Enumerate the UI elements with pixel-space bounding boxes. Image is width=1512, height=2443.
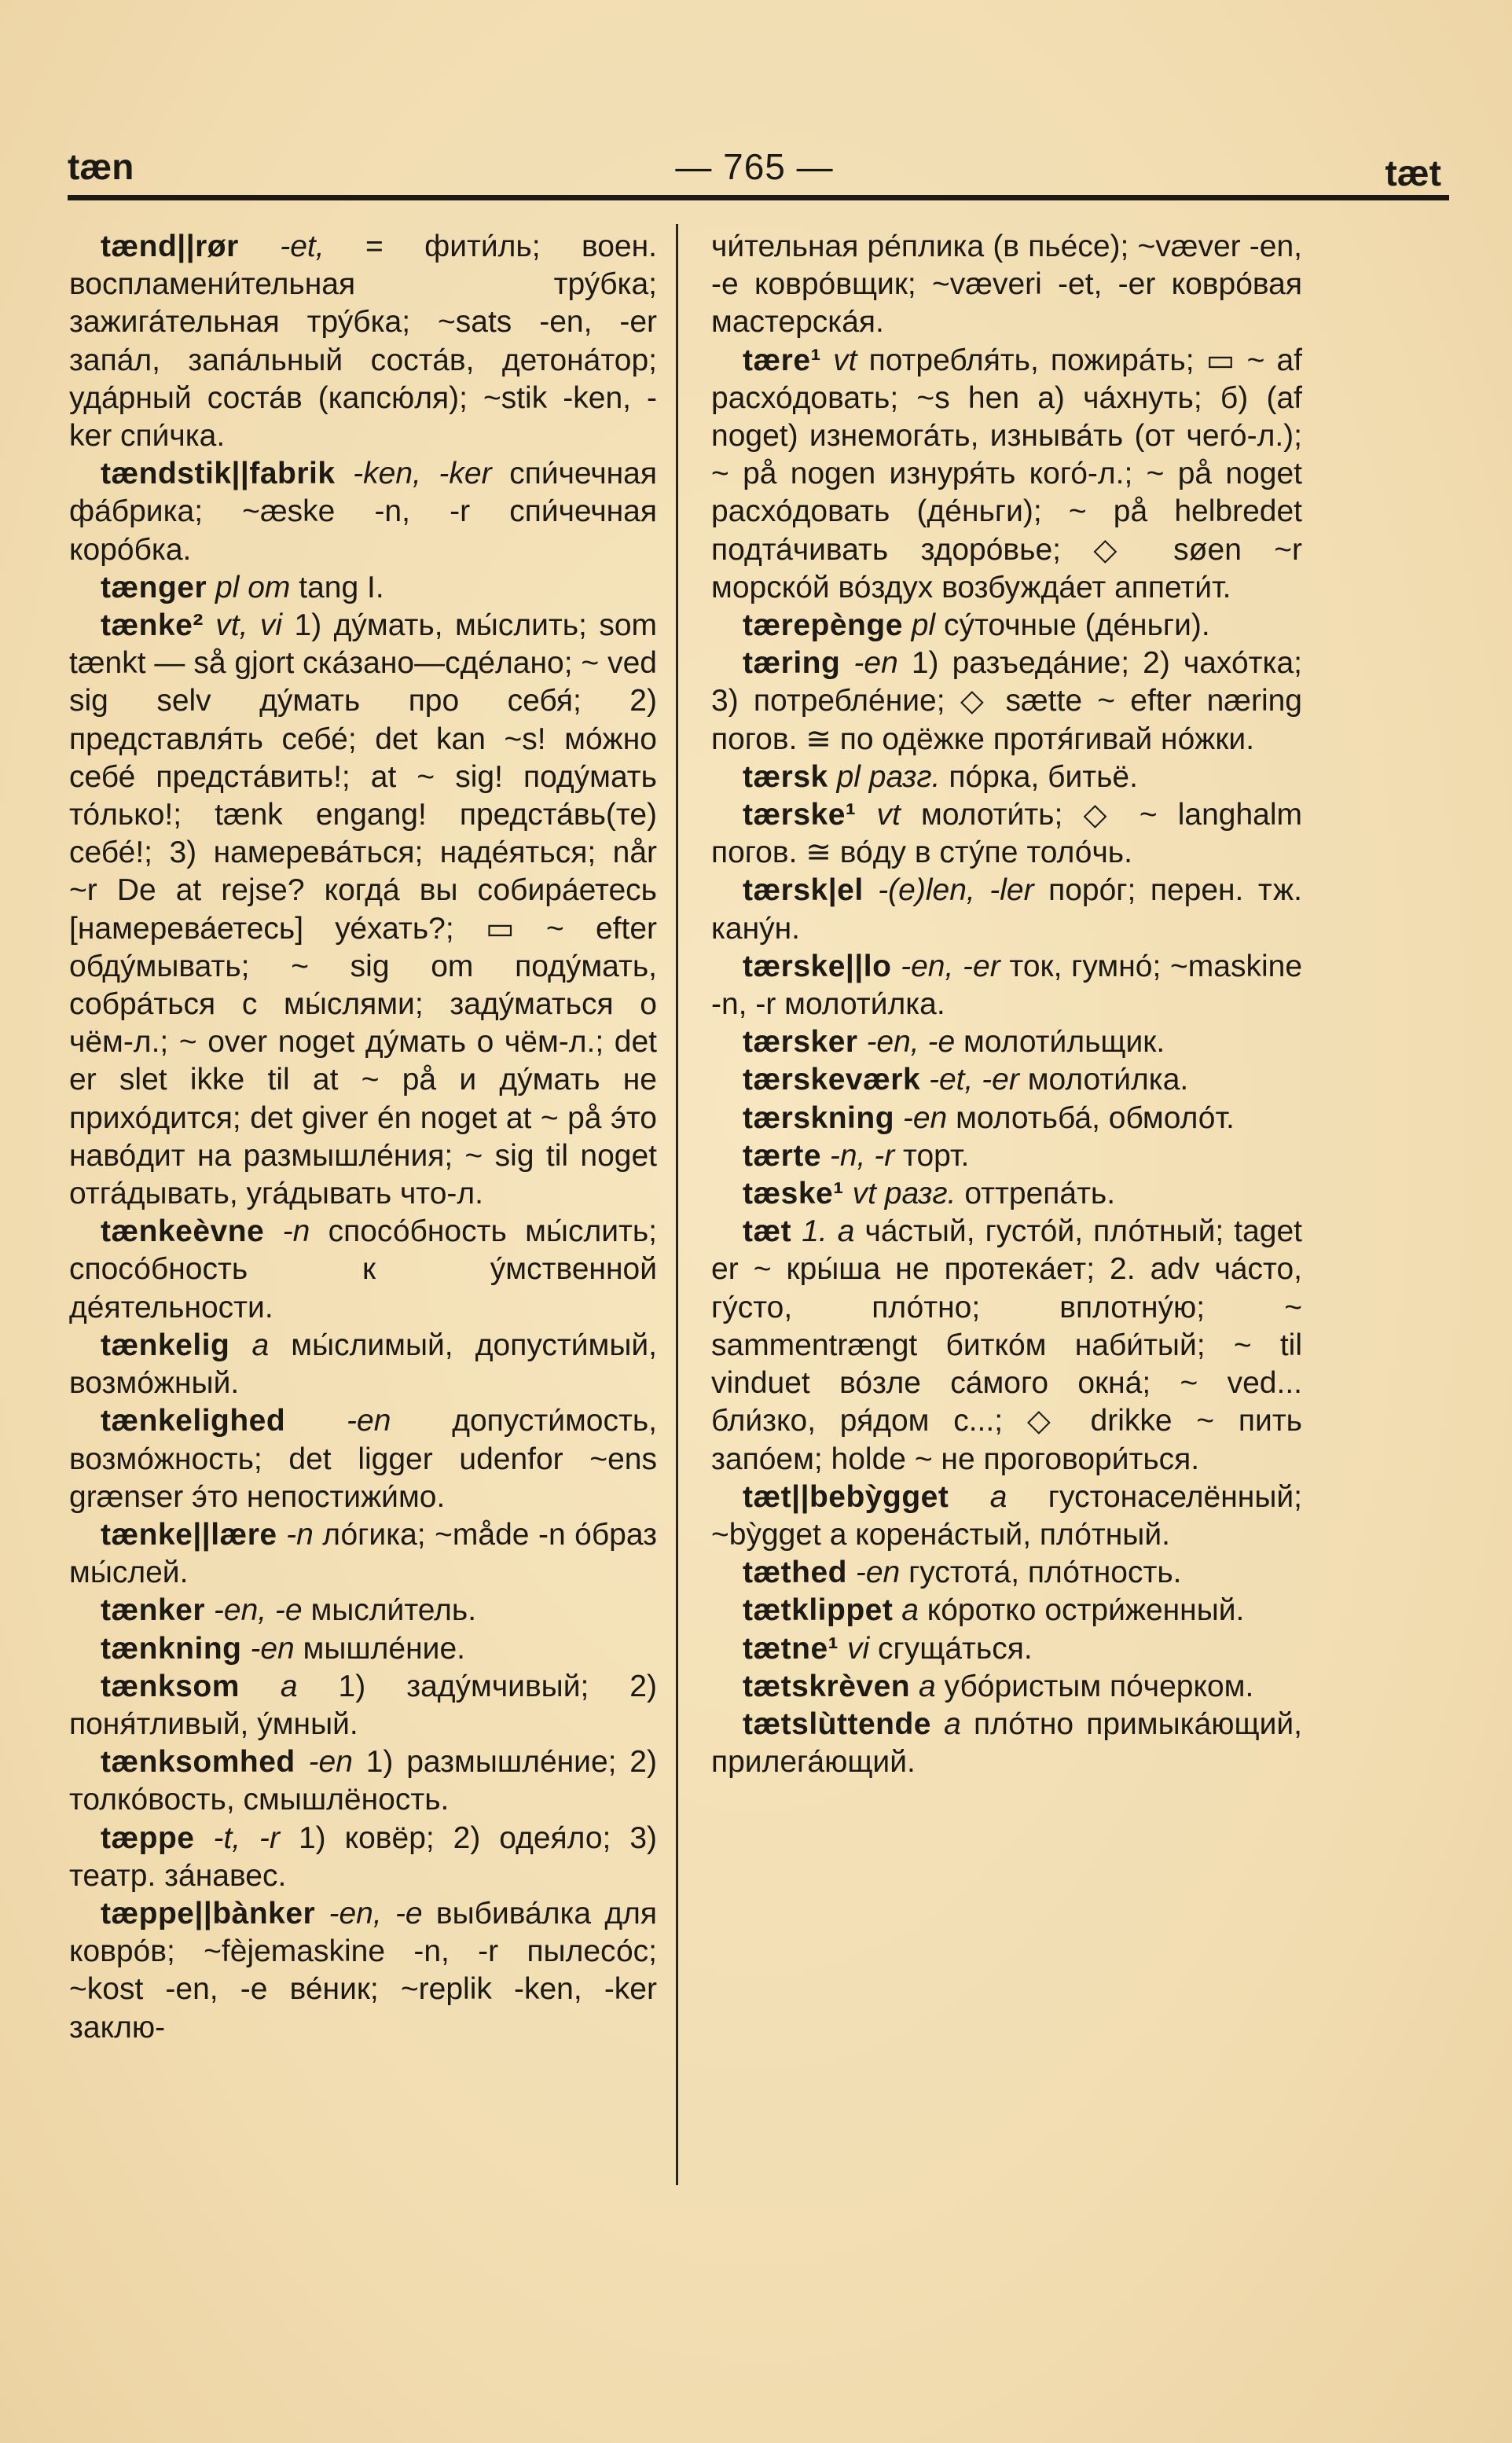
dictionary-entry [711,1137,1302,1175]
entry-headword: tæske¹ [743,1177,844,1211]
header-left-guide-word: tæn [68,146,134,187]
entry-definition: молоти́льщик. [963,1025,1165,1060]
entry-definition: поро́г; перен. тж. кану́н. [711,873,1302,946]
entry-headword: tætne¹ [743,1631,839,1666]
dictionary-entry [711,1213,1302,1478]
entry-headword: tærske¹ [743,798,857,832]
dictionary-entry [711,872,1302,947]
dictionary-entry [711,1061,1302,1099]
entry-grammar: -et, [280,230,325,263]
entry-definition: су́точные (де́ньги). [943,608,1210,643]
entry-definition: чи́тельная ре́плика (в пье́се); ~væver -en, -e ковро́вщик; ~væveri -et, -er ковро́вая мастерска́я. [711,230,1302,340]
header-right-guide-word: tæt [1385,152,1441,193]
dictionary-entry [711,1100,1302,1137]
entry-grammar: vt разг. [852,1177,956,1211]
entry-grammar: vt [833,343,857,377]
entry-grammar: -en [855,1556,901,1590]
entry-headword: tæthed [743,1556,847,1590]
entry-grammar: -t, -r [213,1820,281,1855]
entry-grammar: -n, -r [829,1138,895,1173]
entry-headword: tærte [743,1138,822,1173]
header-rule [68,195,1449,200]
entry-grammar: a [280,1669,298,1703]
entry-definition: спосо́бность мы́слить; спосо́бность к у́мственной де́ятельности. [69,1214,657,1324]
entry-grammar: pl om [215,570,291,604]
dictionary-entry [69,607,657,1213]
entry-definition: 1) заду́мчивый; 2) поня́тливый, у́мный. [69,1669,657,1741]
dictionary-entry [711,1630,1302,1668]
entry-headword: tænkning [101,1631,242,1666]
entry-grammar: 1. a [802,1214,855,1249]
entry-definition: молоти́лка. [1027,1063,1189,1097]
entry-grammar: vt, vi [215,608,283,643]
entry-headword: tærsker [743,1025,858,1060]
page-number: — 765 — [675,146,834,187]
entry-definition: сгуща́ться. [878,1631,1033,1666]
entry-grammar: pl разг. [836,759,941,794]
entry-headword: tærepènge [743,608,903,643]
entry-grammar: -en [853,646,898,681]
entry-headword: tærskning [743,1100,895,1135]
entry-headword: tænker [101,1593,206,1628]
entry-headword: tærske||lo [743,949,892,983]
dictionary-entry [711,796,1302,872]
dictionary-entry [711,1554,1302,1592]
entry-headword: tændstik||fabrik [101,457,336,491]
entry-definition: убо́ристым по́черком. [944,1669,1254,1703]
entry-definition: = фити́ль; воен. воспламени́тельная тру́бка; зажига́тельная тру́бка; ~sats -en, -er запа́л, запа́льный соста́в, детона́тор; уда́рный соста́в (капсю́ля); ~stik -ken, -ker спи́чка. [69,230,657,454]
entry-definition: торт. [903,1138,970,1173]
entry-definition: ко́ротко остри́женный. [927,1593,1245,1628]
dictionary-entry [69,1402,657,1516]
dictionary-entry [711,1668,1302,1706]
entry-definition: мышле́ние. [303,1631,465,1666]
dictionary-entry [69,455,657,569]
entry-grammar: a [251,1328,270,1362]
column-divider [676,224,678,2185]
entry-grammar: -en, -e [213,1593,303,1628]
entry-grammar: -ken, -ker [353,457,492,491]
entry-definition: tang I. [299,570,384,604]
entry-grammar: -en [347,1404,391,1438]
page-header [68,145,1441,200]
entry-headword: tærsk [743,759,828,794]
entry-definition: молоти́ть; ◇ ~ langhalm погов. ≅ во́ду в сту́пе толо́чь. [711,798,1302,870]
entry-grammar: -en, -e [328,1896,423,1931]
dictionary-entry [711,1175,1302,1213]
entry-grammar: -en [250,1631,295,1666]
entry-headword: tæring [743,646,841,681]
entry-headword: tæppe||bànker [101,1896,316,1931]
entry-definition: оттрепа́ть. [964,1177,1116,1211]
entry-definition: допусти́мость, возмо́жность; det ligger udenfor ~ens grænser э́то непостижи́мо. [69,1404,657,1514]
entry-grammar: pl [911,608,936,643]
entry-grammar: -en [308,1745,353,1780]
entry-definition: 1) ковёр; 2) одея́ло; 3) театр. за́навес. [69,1820,657,1893]
entry-definition: 1) разъеда́ние; 2) чахо́тка; 3) потребле́ние; ◇ sætte ~ efter næring погов. ≅ по одёжке протя́гивай но́жки. [711,646,1302,756]
dictionary-entry [69,1820,657,1895]
entry-grammar: a [901,1593,919,1628]
entry-headword: tæt||bebỳgget [743,1479,949,1514]
left-column [69,228,657,2413]
entry-definition: спи́чечная фа́брика; ~æske -n, -r спи́чечная коро́бка. [69,457,657,567]
dictionary-entry [711,948,1302,1023]
entry-headword: tære¹ [743,343,822,377]
dictionary-entry [69,1516,657,1592]
entry-headword: tænke² [101,608,204,643]
dictionary-entry [711,1592,1302,1629]
entry-headword: tænksom [101,1669,240,1703]
dictionary-entry [69,1592,657,1629]
entry-definition: ток, гумно́; ~maskine -n, -r молоти́лка. [711,949,1302,1022]
entry-grammar: a [989,1479,1007,1514]
dictionary-entry [711,342,1302,607]
entry-headword: tærskeværk [743,1063,921,1097]
entry-headword: tænke||lære [101,1517,277,1552]
dictionary-entry [69,1327,657,1402]
entry-grammar: vi [847,1631,870,1666]
entry-definition: выбива́лка для ковро́в; ~fèjemaskine -n, -r пылесо́с; ~kost -en, -e ве́ник; ~replik -ken, -ker заклю- [69,1896,657,2044]
dictionary-entry [69,1213,657,1327]
dictionary-entry [69,1895,657,2047]
entry-headword: tætskrèven [743,1669,911,1703]
dictionary-entry [69,1630,657,1668]
entry-grammar: -n [282,1214,310,1249]
entry-headword: tærsk|el [743,873,864,908]
entry-headword: tænksomhed [101,1745,295,1780]
entry-headword: tæppe [101,1820,195,1855]
entry-grammar: -en, -er [901,949,1000,983]
entry-definition: 1) ду́мать, мы́слить; som tænkt — så gjort ска́зано—сде́лано; ~ ved sig selv ду́мать про себя́; 2) представля́ть себе́; det kan ~s! мо́жно себе́ предста́вить!; at ~ sig! поду́мать то́лько!; tænk engang! предста́вь(те) себе́!; 3) намерева́ться; наде́яться; når ~r De at rejse? когда́ вы собира́етесь [намерева́етесь] уе́хать?; ▭ ~ efter обду́мывать; ~ sig om поду́мать, собра́ться с мы́слями; заду́маться о чём-л.; ~ over noget ду́мать о чём-л.; det er slet ikke til at ~ på и ду́мать не прихо́дится; det giver én noget at ~ på э́то наво́дит на размышле́ния; ~ sig til noget отга́дывать, уга́дывать что-л. [69,608,657,1211]
entry-headword: tætklippet [743,1593,894,1628]
entry-definition: ча́стый, густо́й, пло́тный; taget er ~ кры́ша не протека́ет; 2. adv ча́сто, гу́сто, пло́тно; вплотну́ю; ~ sammentrængt битко́м наби́тый; ~ til vinduet во́зле са́мого окна́; ~ ved... бли́зко, ря́дом с...; ◇ drikke ~ пить запо́ем; holde ~ не проговори́ться. [711,1214,1302,1476]
entry-headword: tætslùttende [743,1706,931,1741]
entry-grammar: -(e)len, -ler [878,873,1034,908]
right-column [711,228,1302,2413]
entry-definition: ло́гика; ~måde -n о́браз мы́слей. [69,1517,657,1590]
entry-definition: потребля́ть, пожира́ть; ▭ ~ af расхо́довать; ~s hen а) ча́хнуть; б) (af noget) изнемога́ть, изныва́ть (от чего́-л.); ~ på nogen изнуря́ть кого́-л.; ~ på noget расхо́довать (де́ньги); ~ på helbredet подта́чивать здоро́вье; ◇ søen ~r морско́й во́здух возбужда́ет аппети́т. [711,343,1302,604]
entry-definition: по́рка, битьё. [949,759,1138,794]
dictionary-entry [69,1743,657,1819]
entry-headword: tænd||rør [101,230,239,263]
dictionary-entry [711,645,1302,759]
entry-grammar: -en, -e [866,1025,956,1060]
dictionary-entry [69,228,657,455]
entry-grammar: -en [902,1100,948,1135]
entry-definition: густонаселённый; ~bỳgget a корена́стый, пло́тный. [711,1479,1302,1552]
dictionary-entry [711,1706,1302,1781]
entry-definition: мы́слимый, допусти́мый, возмо́жный. [69,1328,657,1401]
entry-definition: густота́, пло́тность. [908,1556,1182,1590]
dictionary-entry [69,569,657,607]
entry-headword: tæt [743,1214,792,1249]
entry-headword: tænkelighed [101,1404,286,1438]
entry-grammar: a [918,1669,936,1703]
entry-grammar: -n [286,1517,314,1552]
entry-headword: tænkelig [101,1328,230,1362]
dictionary-entry [711,607,1302,645]
dictionary-entry [69,1668,657,1743]
dictionary-entry [711,228,1302,342]
dictionary-entry [711,759,1302,796]
dictionary-entry [711,1023,1302,1061]
entry-grammar: vt [876,798,901,832]
entry-definition: 1) размышле́ние; 2) толко́вость, смышлёность. [69,1745,657,1817]
entry-headword: tænger [101,570,207,604]
entry-grammar: a [944,1706,961,1741]
entry-definition: пло́тно примыка́ющий, прилега́ющий. [711,1706,1302,1780]
entry-grammar: -et, -er [929,1063,1019,1097]
dictionary-entry [711,1479,1302,1554]
entry-definition: молотьба́, обмоло́т. [956,1100,1235,1135]
entry-headword: tænkeèvne [101,1214,265,1249]
entry-definition: мысли́тель. [310,1593,477,1628]
